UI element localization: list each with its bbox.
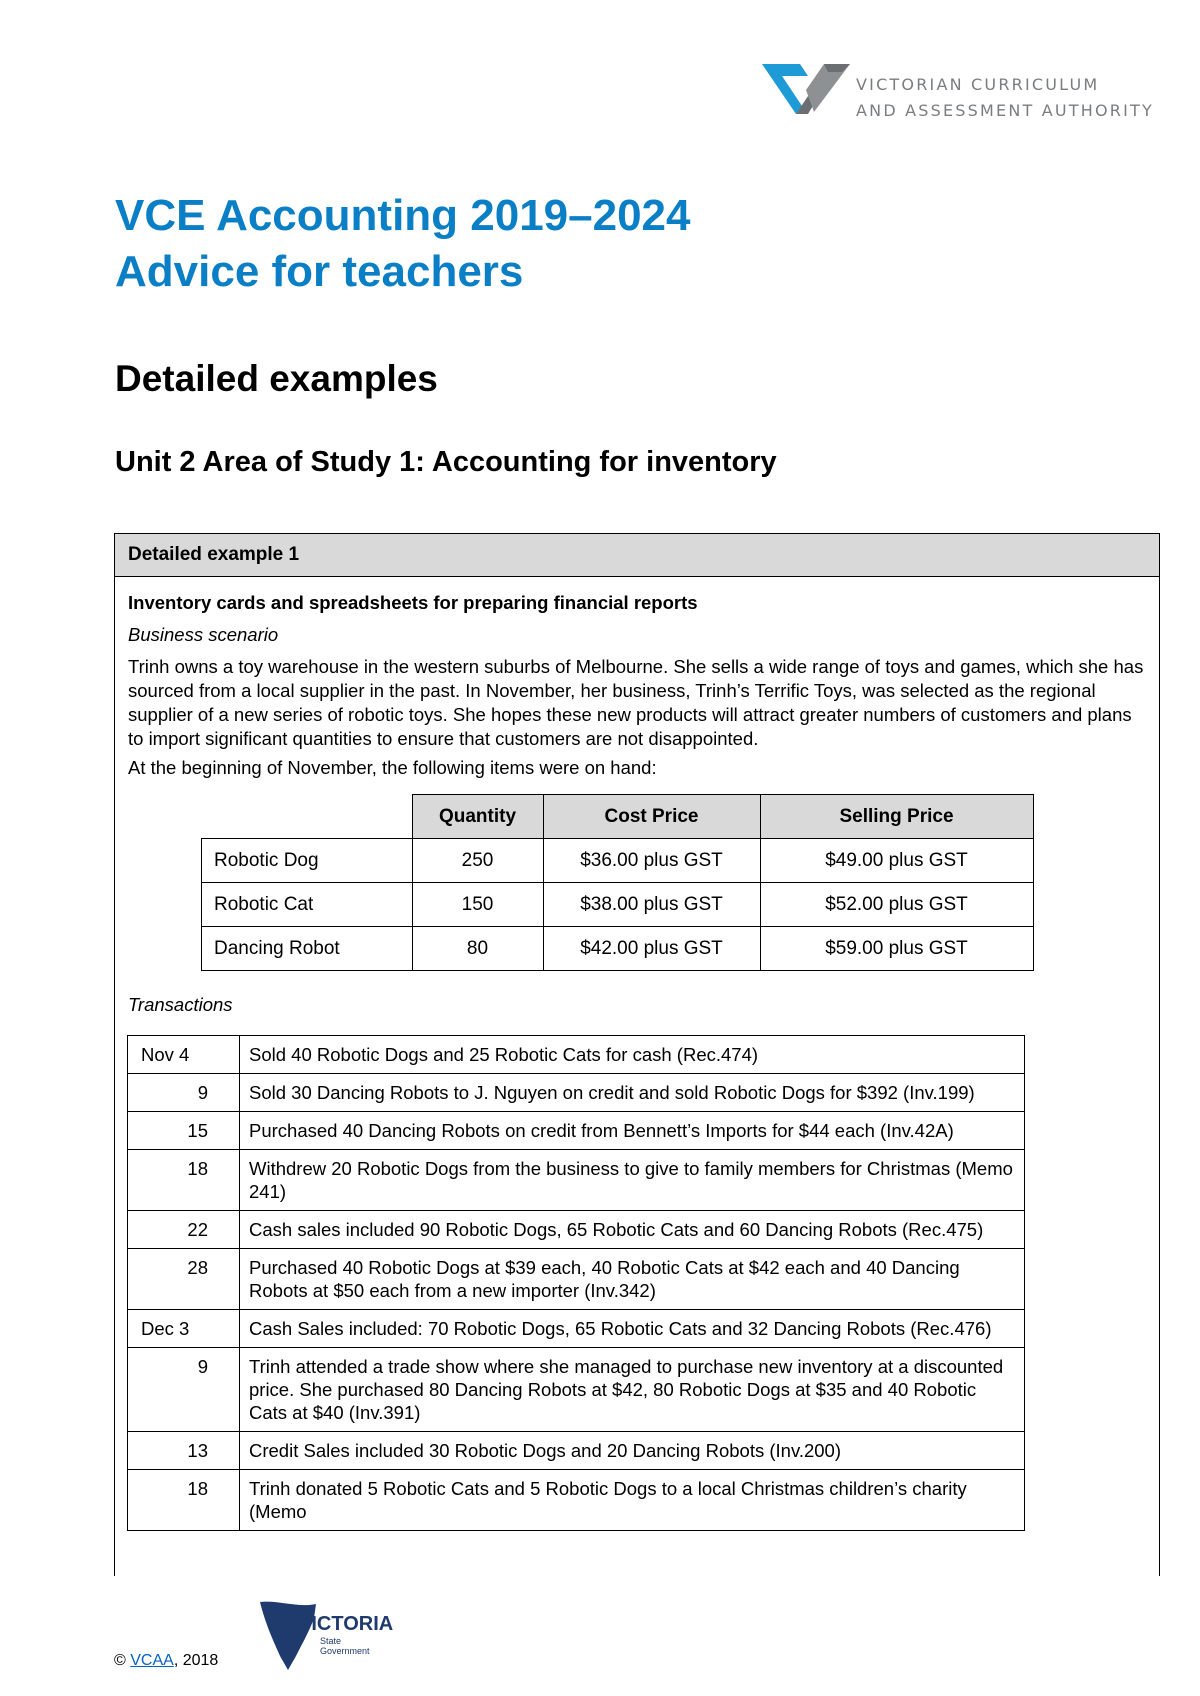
page-title-line-2: Advice for teachers: [115, 247, 524, 296]
date-cell: 9: [128, 1074, 240, 1112]
quantity-cell: 150: [412, 883, 543, 927]
inventory-header-row: [202, 795, 1034, 839]
quantity-cell: 80: [412, 927, 543, 971]
date-cell: Nov 4: [128, 1036, 240, 1074]
table-row: [128, 1470, 1025, 1531]
date-cell: 22: [128, 1211, 240, 1249]
vcaa-logo: [762, 58, 1154, 122]
description-cell: Withdrew 20 Robotic Dogs from the business to give to family members for Christmas (Memo 241): [240, 1150, 1025, 1211]
selling-cell: $52.00 plus GST: [760, 883, 1033, 927]
column-header: Cost Price: [543, 795, 760, 839]
example-header: Detailed example 1: [115, 534, 1159, 577]
description-cell: Trinh donated 5 Robotic Cats and 5 Robotic Dogs to a local Christmas children’s charity (Memo: [240, 1470, 1025, 1531]
on-hand-intro: At the beginning of November, the following items were on hand:: [128, 757, 657, 778]
cost-cell: $42.00 plus GST: [543, 927, 760, 971]
detailed-example-box: [114, 533, 1160, 1576]
scenario-label: Business scenario: [128, 624, 279, 645]
example-body: [115, 577, 1159, 1531]
item-cell: Robotic Cat: [202, 883, 413, 927]
selling-cell: $49.00 plus GST: [760, 839, 1033, 883]
description-cell: Purchased 40 Dancing Robots on credit from Bennett’s Imports for $44 each (Inv.42A): [240, 1112, 1025, 1150]
date-cell: 28: [128, 1249, 240, 1310]
column-header: Selling Price: [760, 795, 1033, 839]
description-cell: Cash sales included 90 Robotic Dogs, 65 Robotic Cats and 60 Dancing Robots (Rec.475): [240, 1211, 1025, 1249]
sub-heading: Unit 2 Area of Study 1: Accounting for inventory: [115, 446, 777, 478]
victoria-logo-text: VICTORIA: [298, 1613, 394, 1635]
table-row: [128, 1348, 1025, 1432]
victoria-map-icon: [258, 1600, 394, 1672]
logo-line-2: AND ASSESSMENT AUTHORITY: [856, 101, 1154, 120]
date-cell: 15: [128, 1112, 240, 1150]
victoria-state-government-logo: [258, 1600, 394, 1672]
description-cell: Sold 40 Robotic Dogs and 25 Robotic Cats for cash (Rec.474): [240, 1036, 1025, 1074]
table-row: [128, 1432, 1025, 1470]
copyright-symbol: ©: [114, 1652, 126, 1669]
description-cell: Credit Sales included 30 Robotic Dogs and 20 Dancing Robots (Inv.200): [240, 1432, 1025, 1470]
blank-header-cell: [202, 795, 413, 839]
vcaa-link[interactable]: VCAA: [130, 1652, 174, 1669]
table-row: [128, 1310, 1025, 1348]
copyright-year: , 2018: [173, 1652, 219, 1669]
section-heading: Detailed examples: [115, 358, 438, 399]
description-cell: Purchased 40 Robotic Dogs at $39 each, 40 Robotic Cats at $42 each and 40 Dancing Robots at $50 each from a new importer (Inv.342): [240, 1249, 1025, 1310]
date-cell: 9: [128, 1348, 240, 1432]
table-row: [202, 883, 1034, 927]
victoria-logo-sub1: State: [320, 1636, 342, 1646]
page-title-line-1: VCE Accounting 2019–2024: [115, 191, 691, 240]
item-cell: Robotic Dog: [202, 839, 413, 883]
table-row: [128, 1150, 1025, 1211]
table-row: [128, 1211, 1025, 1249]
description-cell: Sold 30 Dancing Robots to J. Nguyen on credit and sold Robotic Dogs for $392 (Inv.199): [240, 1074, 1025, 1112]
description-cell: Cash Sales included: 70 Robotic Dogs, 65 Robotic Cats and 32 Dancing Robots (Rec.476): [240, 1310, 1025, 1348]
cost-cell: $36.00 plus GST: [543, 839, 760, 883]
item-cell: Dancing Robot: [202, 927, 413, 971]
table-row: [202, 839, 1034, 883]
example-title: Inventory cards and spreadsheets for preparing financial reports: [128, 592, 698, 613]
table-row: [202, 927, 1034, 971]
date-cell: 18: [128, 1470, 240, 1531]
date-cell: 13: [128, 1432, 240, 1470]
date-cell: Dec 3: [128, 1310, 240, 1348]
column-header: Quantity: [412, 795, 543, 839]
logo-line-1: VICTORIAN CURRICULUM: [856, 75, 1100, 94]
page-title: [115, 188, 691, 300]
transactions-label: Transactions: [128, 994, 233, 1015]
victoria-logo-sub2: Government: [320, 1646, 370, 1656]
table-row: [128, 1249, 1025, 1310]
copyright: [114, 1652, 218, 1670]
cost-cell: $38.00 plus GST: [543, 883, 760, 927]
vcaa-chevron-icon: [762, 58, 852, 122]
date-cell: 18: [128, 1150, 240, 1211]
transactions-table: [127, 1035, 1025, 1531]
quantity-cell: 250: [412, 839, 543, 883]
scenario-paragraph: Trinh owns a toy warehouse in the western suburbs of Melbourne. She sells a wide range of toys and games, which she has sourced from a local supplier in the past. In November, her business, Trinh’s Terrific Toys, was selected as the regional supplier of a new series of robotic toys. She hopes these new products will attract greater numbers of customers and plans to import significant quantities to ensure that customers are not disappointed.: [128, 656, 1144, 749]
vcaa-logo-text: [856, 72, 1154, 124]
table-row: [128, 1036, 1025, 1074]
table-row: [128, 1112, 1025, 1150]
description-cell: Trinh attended a trade show where she managed to purchase new inventory at a discounted price. She purchased 80 Dancing Robots at $42, 80 Robotic Dogs at $35 and 40 Robotic Cats at $40 (Inv.391): [240, 1348, 1025, 1432]
table-row: [128, 1074, 1025, 1112]
inventory-table: [201, 794, 1034, 971]
selling-cell: $59.00 plus GST: [760, 927, 1033, 971]
